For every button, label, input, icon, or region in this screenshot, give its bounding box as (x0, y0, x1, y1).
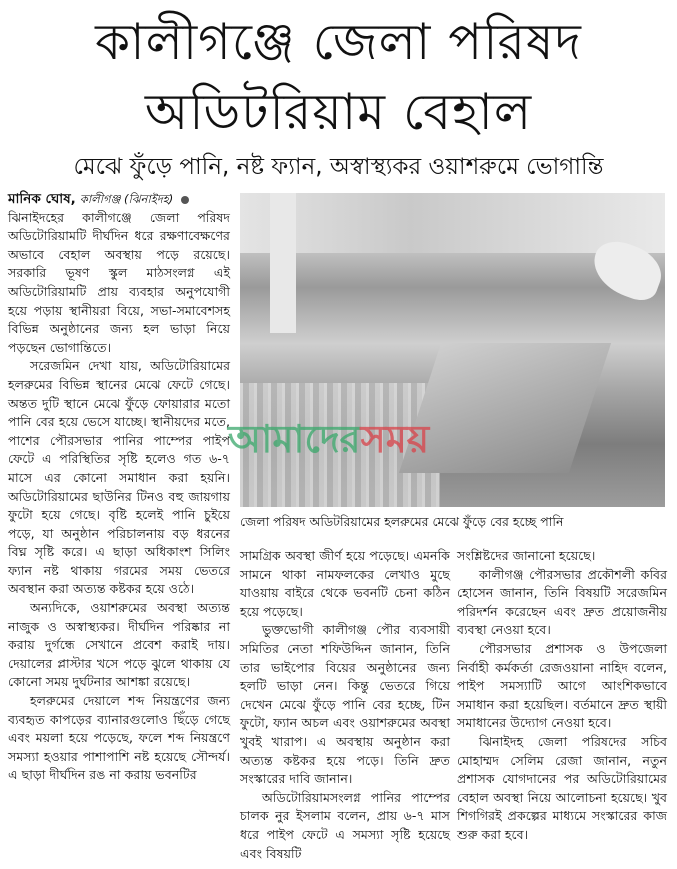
paragraph: সংশ্লিষ্টদের জানানো হয়েছে। (457, 548, 596, 563)
headline-line-2: অডিটরিয়াম বেহাল (144, 83, 533, 141)
photo-pillar (270, 193, 296, 333)
photo-caption: জেলা পরিষদ অডিটরিয়ামের হলরুমের মেঝে ফুঁড়ে বের হচ্ছে পানি (240, 514, 564, 529)
paragraph: পৌরসভার প্রশাসক ও উপজেলা নির্বাহী কর্মকর্তা রেজওয়ানা নাহিদ বলেন, পাইপ সমস্যাটি আগে আংশিকভাবে সমাধান করা হয়েছিল। বর্তমানে দ্রুত স্থায়ী সমাধানের উদ্যোগ নেওয়া হবে। (457, 640, 667, 731)
paragraph: ঝিনাইদহ জেলা পরিষদের সচিব মোহাম্মদ সেলিম রেজা জানান, নতুন প্রশাসক যোগদানের পর অডিটোরিয়ামের বেহাল অবস্থা নিয়ে আলোচনা হয়েছে। খুব শিগগিরই প্রকল্পের মাধ্যমে সংস্কারের কাজ শুরু করা হবে। (457, 733, 667, 842)
paragraph: সরেজমিন দেখা যায়, অডিটোরিয়ামের হলরুমের বিভিন্ন স্থানের মেঝে ফেটে গেছে। অন্তত দুটি স্থানে মেঝে ফুঁড়ে ফোয়ারার মতো পানি বের হয়ে ভেসে যাচ্ছে। স্থানীয়দের মতে, পাশের পৌরসভার পানির পাম্পের পাইপ ফেটে এ পরিস্থিতির সৃষ্টি হলেও গত ৬-৭ মাসে এর কোনো সমাধান করা হয়নি। অডিটোরিয়ামের ছাউনির টিনও বহু জায়গায় ফুটো হয়ে গেছে। বৃষ্টি হলেই পানি চুইয়ে পড়ে, যা অনুষ্ঠান পরিচালনায় বড় ধরনের বিঘ্ন সৃষ্টি করে। এ ছাড়া অধিকাংশ সিলিং ফ্যান নষ্ট থাকায় গরমের সময় ভেতরে অবস্থান করা অত্যন্ত কষ্টকর হয়ে ওঠে। (8, 358, 230, 597)
paragraph: সামগ্রিক অবস্থা জীর্ণ হয়ে পড়েছে। এমনকি সামনে থাকা নামফলকের লেখাও মুছে যাওয়ায় বাইরে থেকে ভবনটি চেনা কঠিন হয়ে পড়েছে। (240, 548, 450, 619)
photo-steps (399, 343, 611, 473)
subheadline: মেঝে ফুঁড়ে পানি, নষ্ট ফ্যান, অস্বাস্থ্যকর ওয়াশরুমে ভোগান্তি (73, 154, 604, 180)
article-column-2 (240, 547, 450, 863)
paragraph: ভুক্তভোগী কালীগঞ্জ পৌর ব্যবসায়ী সমিতির নেতা শফিউদ্দিন জানান, তিনি তার ভাইপোর বিয়ের অনুষ্ঠানের জন্য হলটি ভাড়া নেন। কিন্তু ভেতরে গিয়ে দেখেন মেঝে ফুঁড়ে পানি বের হচ্ছে, টিন ফুটো, ফ্যান অচল এবং ওয়াশরুমের অবস্থা খুবই খারাপ। এ অবস্থায় অনুষ্ঠান করা অত্যন্ত কষ্টকর হয়ে পড়ে। তিনি দ্রুত সংস্কারের দাবি জানান। (240, 622, 450, 787)
paragraph: হলরুমের দেয়ালে শব্দ নিয়ন্ত্রণের জন্য ব্যবহৃত কাপড়ের ব্যানারগুলোও ছিঁড়ে গেছে এবং ময়লা হয়ে পড়েছে, ফলে শব্দ নিয়ন্ত্রণে সমস্যা হওয়ার পাশাপাশি নষ্ট হয়েছে সৌন্দর্য। এ ছাড়া দীর্ঘদিন রঙ না করায় ভবনটির (8, 693, 230, 783)
article-column-1 (8, 190, 230, 785)
watermark-part-1: আমাদের (228, 417, 361, 461)
byline-location: কালীগঞ্জ (ঝিনাইদহ) (79, 192, 174, 206)
article-column-3 (457, 547, 667, 845)
paragraph: অন্যদিকে, ওয়াশরুমের অবস্থা অত্যন্ত নাজুক ও অস্বাস্থ্যকর। দীর্ঘদিন পরিষ্কার না করায় দুর্গন্ধে সেখানে প্রবেশ করাই দায়। দেয়ালের প্লাস্টার খসে পড়ে ঝুলে থাকায় যে কোনো সময় দুর্ঘটনার আশঙ্কা রয়েছে। (8, 600, 230, 690)
paragraph: কালীগঞ্জ পৌরসভার প্রকৌশলী কবির হোসেন জানান, তিনি বিষয়টি সরেজমিন পরিদর্শন করেছেন এবং দ্রুত প্রয়োজনীয় ব্যবস্থা নেওয়া হবে। (457, 566, 667, 638)
headline-line-1: কালীগঞ্জে জেলা পরিষদ (95, 13, 582, 71)
paragraph: ঝিনাইদহের কালীগঞ্জে জেলা পরিষদ অডিটোরিয়ামটি দীর্ঘদিন ধরে রক্ষণাবেক্ষণের অভাবে বেহাল অবস্থায় পড়ে রয়েছে। সরকারি ভূষণ স্কুল মাঠসংলগ্ন এই অডিটোরিয়ামটি প্রায় ব্যবহার অনুপযোগী হয়ে পড়ায় স্থানীয়রা বিয়ে, সভা-সমাবেশসহ বিভিন্ন অনুষ্ঠানের জন্য হল ভাড়া নিয়ে পড়ছেন ভোগান্তিতে। (8, 209, 230, 355)
paragraph: অডিটোরিয়ামসংলগ্ন পানির পাম্পের চালক নুর ইসলাম বলেন, প্রায় ৬-৭ মাস ধরে পাইপ ফেটে এ সমস্যা সৃষ্টি হয়েছে এবং বিষয়টি (240, 789, 450, 861)
byline (8, 190, 230, 209)
photo-wall (240, 193, 665, 253)
watermark-logo (228, 410, 429, 474)
watermark-part-2: সময় (360, 417, 430, 461)
bullet-dot-icon (181, 196, 189, 204)
byline-author: মানিক ঘোষ, (8, 191, 76, 207)
